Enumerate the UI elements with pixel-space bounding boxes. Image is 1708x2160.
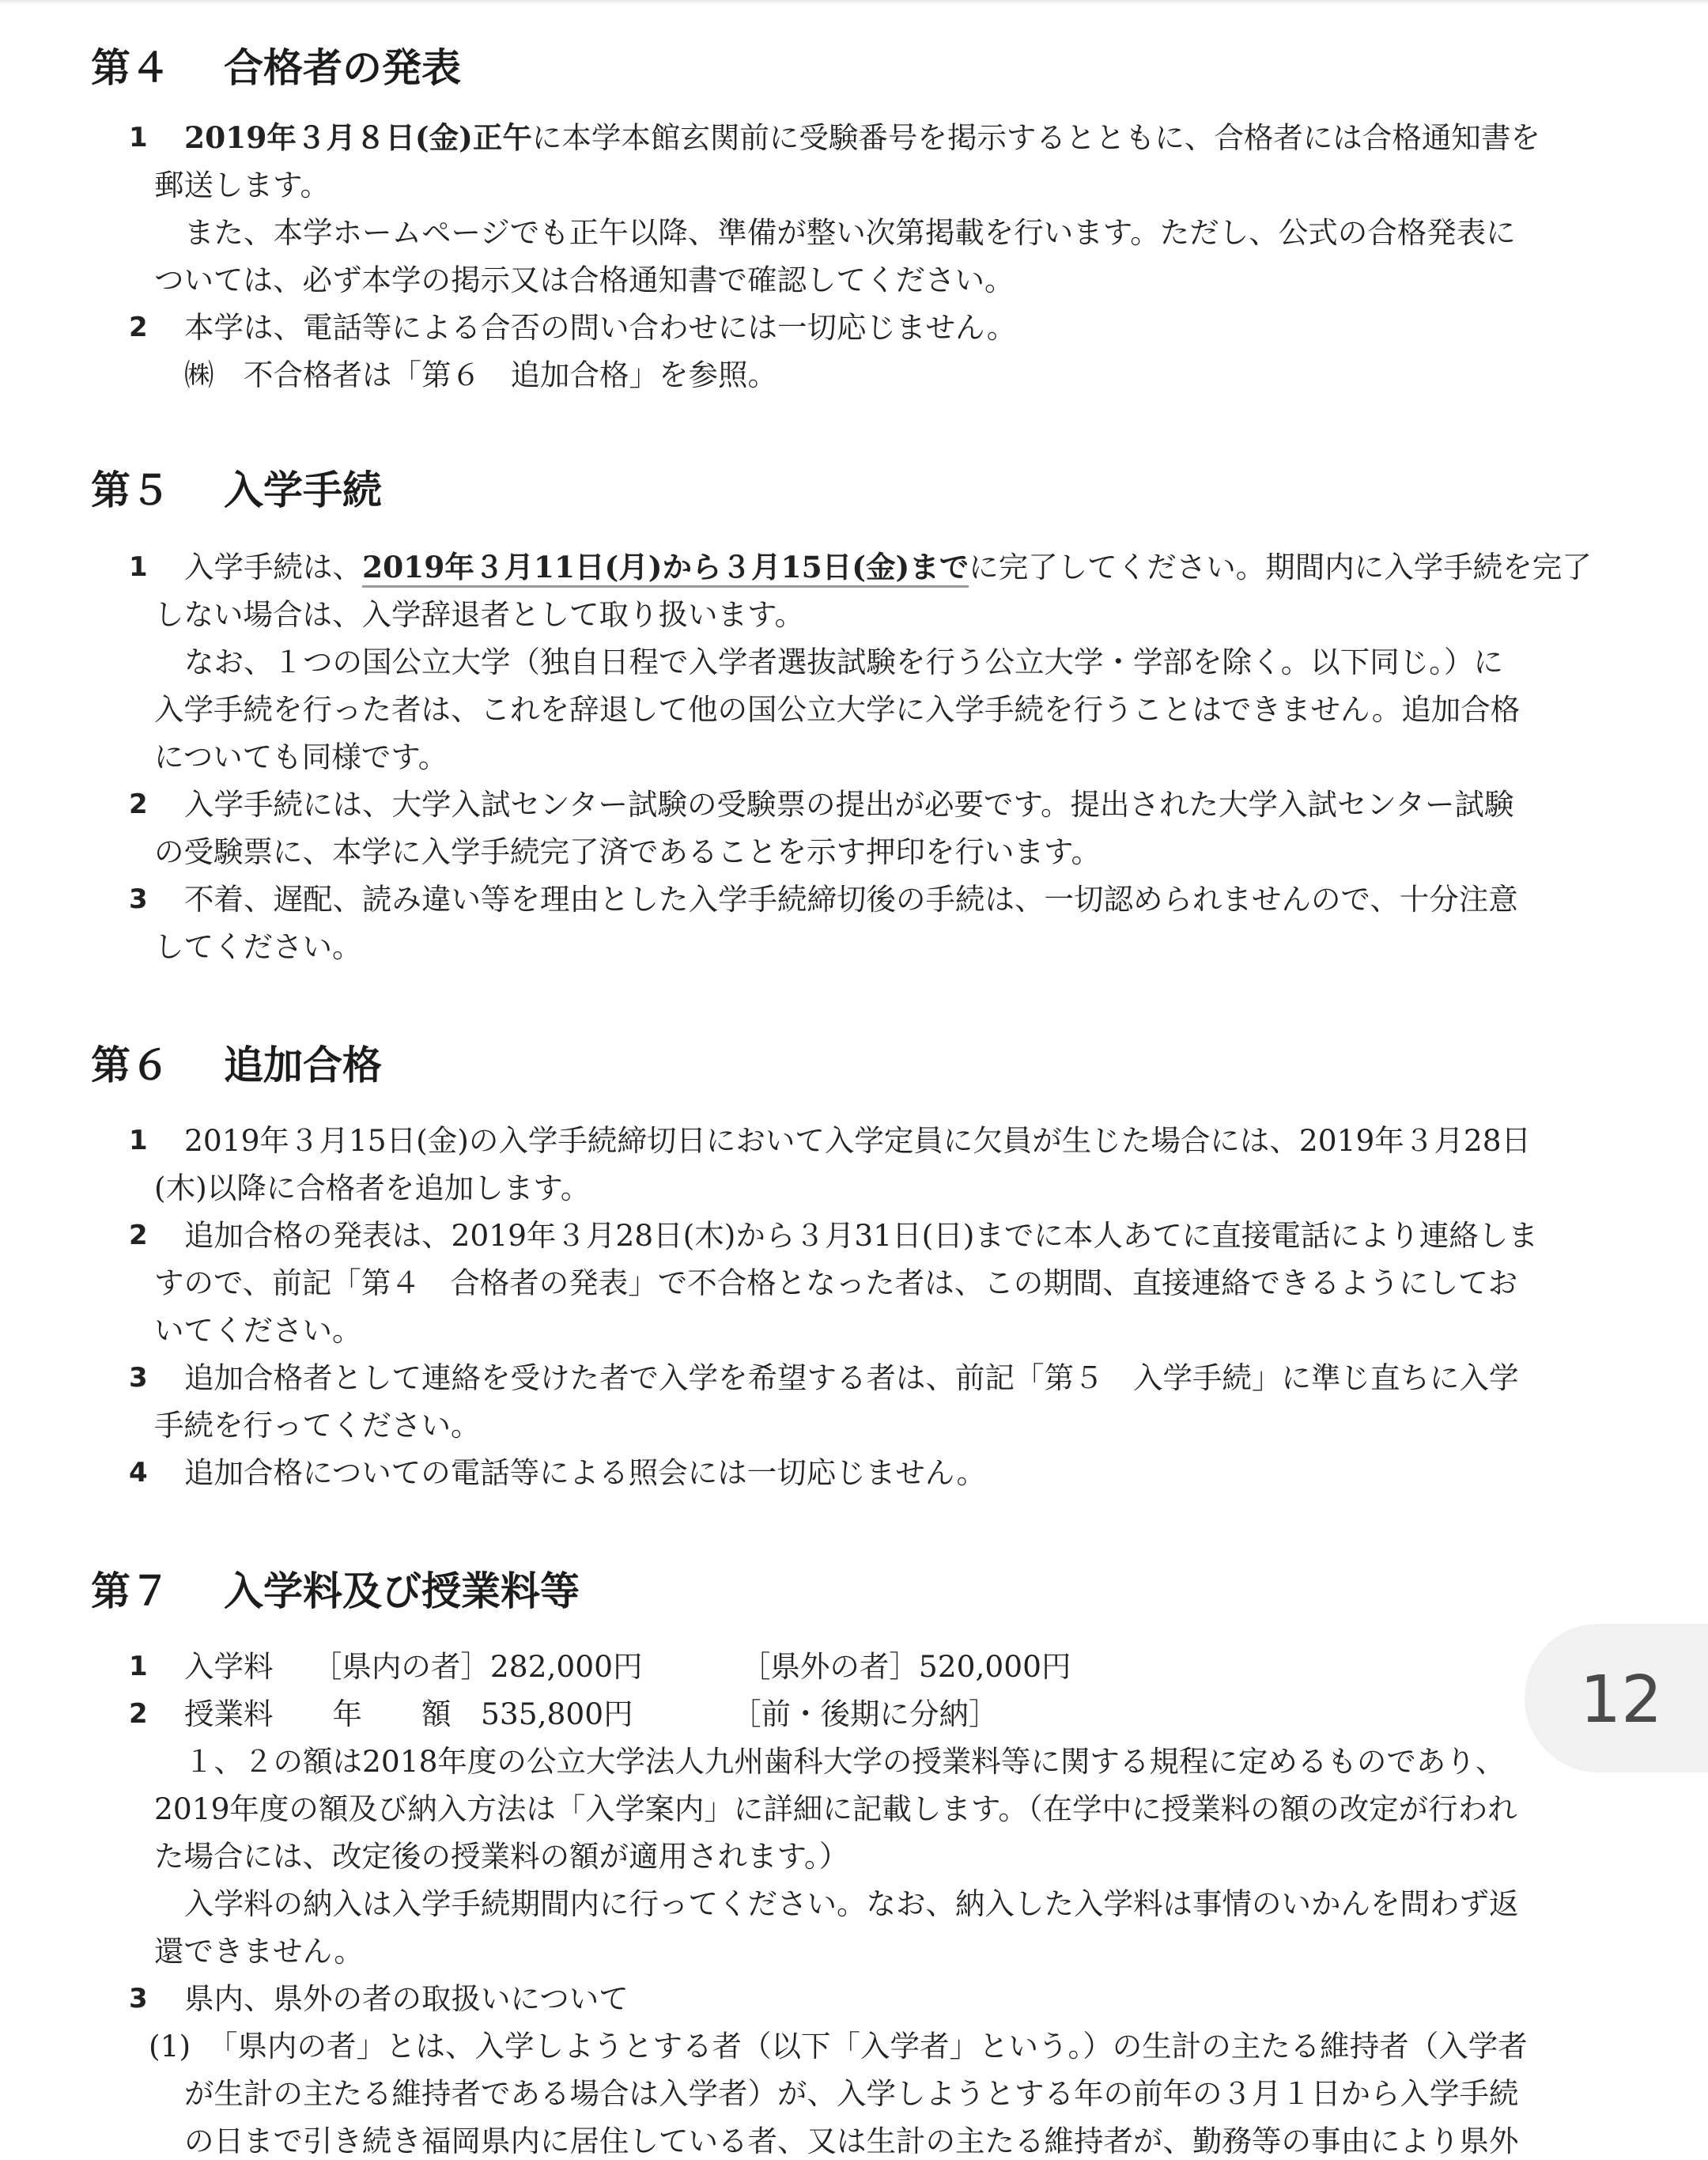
text-line: 2019年３月15日(金)の入学手続締切日において入学定員に欠員が生じた場合には、2019年３月28日 — [184, 1123, 1532, 1158]
text-line: 還できません。 — [154, 1934, 364, 1969]
section-title: 入学料及び授業料等 — [224, 1568, 580, 1614]
item-number: 3 — [129, 883, 148, 915]
text-line: 手続を行ってください。 — [154, 1408, 481, 1443]
text-line: 不着、遅配、読み違い等を理由とした入学手続締切後の手続は、一切認められませんので、十分注意 — [184, 882, 1518, 917]
text-line: 入学手続を行った者は、これを辞退して他の国公立大学に入学手続を行うことはできません。追加合格 — [154, 692, 1521, 727]
text-line: 追加合格者として連絡を受けた者で入学を希望する者は、前記「第５ 入学手続」に準じ直ちに入学 — [184, 1360, 1519, 1395]
fee-line-admission: 入学料 ［県内の者］282,000円 ［県外の者］520,000円 — [184, 1649, 1071, 1684]
page-number-badge — [1525, 1624, 1708, 1772]
section-number: 第４ — [91, 45, 170, 91]
text-line: １、２の額は2018年度の公立大学法人九州歯科大学の授業料等に関する規程に定めるものであり、 — [184, 1744, 1506, 1779]
section-title: 合格者の発表 — [224, 45, 461, 91]
note-line: ㈱ 不合格者は「第６ 追加合格」を参照。 — [184, 357, 777, 392]
section-heading-7 — [91, 1568, 580, 1615]
item-number: 4 — [129, 1457, 148, 1489]
text-line: 県内、県外の者の取扱いについて — [184, 1981, 629, 2016]
fee-line-tuition: 授業料 年 額 535,800円 ［前・後期に分納］ — [184, 1697, 999, 1731]
text-line: また、本学ホームページでも正午以降、準備が整い次第掲載を行います。ただし、公式の合格発表に — [184, 215, 1516, 250]
text-line: いてください。 — [154, 1313, 362, 1348]
section-number: 第７ — [91, 1568, 170, 1614]
item-number: 1 — [129, 1651, 148, 1682]
text-line: についても同様です。 — [154, 740, 448, 774]
text-line: 2019年３月８日(金)正午に本学本館玄関前に受験番号を掲示するとともに、合格者には合格通知書を — [184, 120, 1540, 155]
text-line: 入学料の納入は入学手続期間内に行ってください。なお、納入した入学料は事情のいかんを問わず返 — [184, 1886, 1519, 1921]
item-number: 1 — [129, 551, 148, 583]
item-number: 1 — [129, 122, 148, 153]
text-line: しない場合は、入学辞退者として取り扱います。 — [154, 597, 804, 632]
text-line: 本学は、電話等による合否の問い合わせには一切応じません。 — [184, 310, 1017, 345]
section-heading-5 — [91, 467, 382, 514]
procedure-period: 2019年３月11日(月)から３月15日(金)まで — [362, 550, 969, 588]
text-line: 入学手続には、大学入試センター試験の受験票の提出が必要です。提出された大学入試センター試験 — [184, 787, 1514, 822]
text-line: してください。 — [154, 929, 362, 964]
item-number: 3 — [129, 1362, 148, 1394]
text-line: 2019年度の額及び納入方法は「入学案内」に詳細に記載します。（在学中に授業料の額の改定が行われ — [154, 1791, 1517, 1826]
section-number: 第５ — [91, 467, 170, 513]
item-number: 2 — [129, 1220, 148, 1251]
text-line: 追加合格についての電話等による照会には一切応じません。 — [184, 1455, 986, 1490]
item-number: 1 — [129, 1125, 148, 1156]
text-line: なお、１つの国公立大学（独自日程で入学者選抜試験を行う公立大学・学部を除く。以下同じ。）に — [184, 645, 1503, 679]
item-number: 2 — [129, 1698, 148, 1730]
text-line: ついては、必ず本学の掲示又は合格通知書で確認してください。 — [154, 263, 1015, 297]
text-line: すので、前記「第４ 合格者の発表」で不合格となった者は、この期間、直接連絡できるようにしてお — [154, 1265, 1518, 1300]
text-line: (木)以降に合格者を追加します。 — [154, 1171, 591, 1205]
item-number: 3 — [129, 1983, 148, 2014]
text-line: 追加合格の発表は、2019年３月28日(木)から３月31日(日)までに本人あてに直接電話により連絡しま — [184, 1218, 1538, 1253]
text-line: 「県内の者」とは、入学しようとする者（以下「入学者」という。）の生計の主たる維持者（入学者 — [208, 2029, 1528, 2064]
text-line: の受験票に、本学に入学手続完了済であることを示す押印を行います。 — [154, 834, 1101, 869]
section-title: 追加合格 — [224, 1042, 382, 1088]
announcement-date: 2019年３月８日(金)正午 — [184, 120, 532, 155]
subitem-number: (1) — [149, 2029, 191, 2064]
text-line: た場合には、改定後の授業料の額が適用されます。） — [154, 1839, 849, 1874]
item-number: 2 — [129, 789, 148, 820]
text-line: 入学手続は、2019年３月11日(月)から３月15日(金)までに完了してください。期間内に入学手続を完了 — [184, 548, 1592, 586]
section-number: 第６ — [91, 1042, 170, 1088]
text-line: が生計の主たる維持者である場合は入学者）が、入学しようとする年の前年の３月１日から入学手続 — [184, 2076, 1519, 2111]
page-number: 12 — [1580, 1663, 1663, 1738]
text-line: の日まで引き続き福岡県内に居住している者、又は生計の主たる維持者が、勤務等の事由により県外 — [184, 2124, 1519, 2158]
text-line: 郵送します。 — [154, 168, 330, 202]
section-title: 入学手続 — [224, 467, 382, 513]
item-number: 2 — [129, 312, 148, 343]
section-heading-4 — [91, 44, 461, 92]
section-heading-6 — [91, 1042, 382, 1089]
